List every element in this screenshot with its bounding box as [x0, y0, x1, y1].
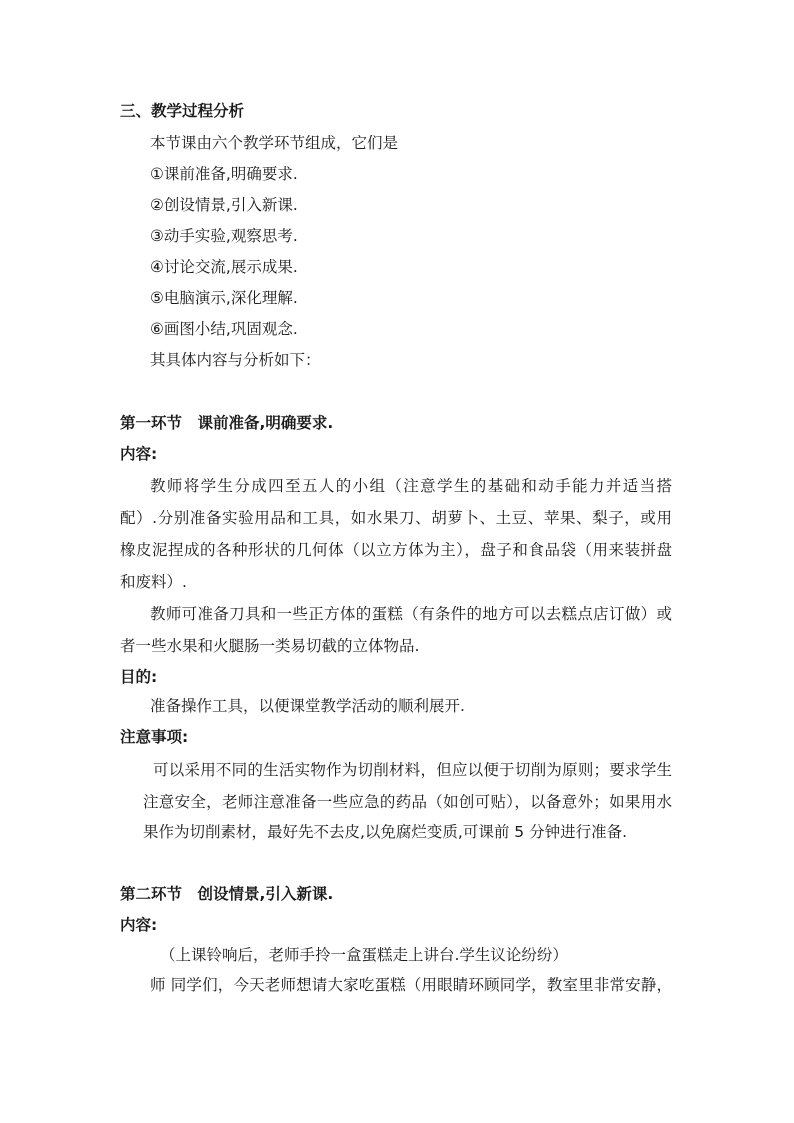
intro-text: 本节课由六个教学环节组成，它们是	[150, 134, 399, 152]
part1-notes-line: 可以采用不同的生活实物作为切削材料，但应以便于切削为原则；要求学生	[153, 761, 672, 779]
step-item: ⑤电脑演示,深化理解.	[150, 289, 298, 307]
step-item: ①课前准备,明确要求.	[150, 165, 298, 183]
part1-content-line: 和废料）.	[120, 573, 187, 591]
step-item: ⑥画图小结,巩固观念.	[150, 320, 298, 338]
part1-content-line: 者一些水果和火腿肠一类易切截的立体物品.	[120, 637, 420, 655]
step-item: ③动手实验,观察思考.	[150, 227, 298, 245]
part1-content-line: 教师将学生分成四至五人的小组（注意学生的基础和动手能力并适当搭	[150, 477, 672, 495]
part1-content-line: 教师可准备刀具和一些正方体的蛋糕（有条件的地方可以去糕点店订做）或	[150, 605, 672, 623]
step-item: ②创设情景,引入新课.	[150, 196, 298, 214]
section-heading: 三、教学过程分析	[120, 102, 245, 120]
part1-notes-label: 注意事项:	[120, 728, 189, 746]
part2-content-label: 内容:	[120, 916, 158, 934]
part1-purpose-label: 目的:	[120, 668, 158, 686]
part1-content-line: 配）.分别准备实验用品和工具，如水果刀、胡萝卜、土豆、苹果、梨子，或用	[120, 509, 672, 527]
part1-notes-line: 果作为切削素材，最好先不去皮,以免腐烂变质,可课前 5 分钟进行准备.	[143, 823, 627, 841]
part1-purpose-text: 准备操作工具，以便课堂教学活动的顺利展开.	[150, 697, 465, 715]
part1-content-label: 内容:	[120, 445, 158, 463]
step-item: ④讨论交流,展示成果.	[150, 258, 298, 276]
part2-heading: 第二环节 创设情景,引入新课.	[120, 885, 334, 903]
part1-content-line: 橡皮泥捏成的各种形状的几何体（以立方体为主），盘子和食品袋（用来装拼盘	[120, 541, 672, 559]
part1-heading: 第一环节 课前准备,明确要求.	[120, 414, 334, 432]
intro-end-text: 其具体内容与分析如下：	[150, 351, 321, 369]
part2-content-line: 师 同学们，今天老师想请大家吃蛋糕（用眼睛环顾同学，教室里非常安静，	[150, 976, 672, 994]
part1-notes-line: 注意安全，老师注意准备一些应急的药品（如创可贴），以备意外；如果用水	[143, 793, 672, 811]
part2-content-line: （上课铃响后，老师手拎一盒蛋糕走上讲台.学生议论纷纷）	[160, 946, 568, 964]
